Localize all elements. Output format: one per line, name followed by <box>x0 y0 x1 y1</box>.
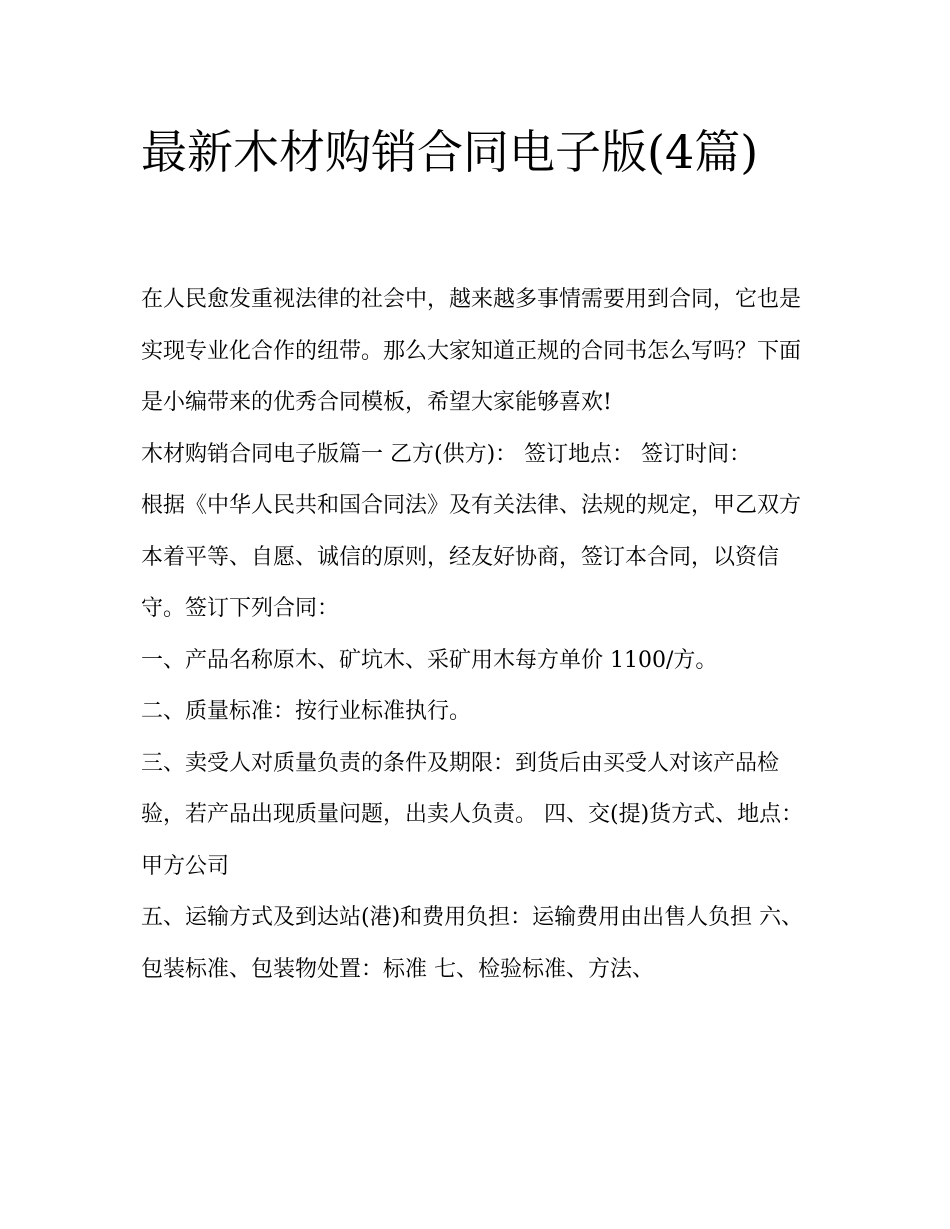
paragraph-clause-3-4: 三、卖受人对质量负责的条件及期限：到货后由买受人对该产品检验，若产品出现质量问题，出卖人负责。 四、交(提)货方式、地点：甲方公司 <box>141 750 804 879</box>
document-title: 最新木材购销合同电子版(4篇) <box>141 125 759 179</box>
paragraph-legal-basis: 根据《中华人民共和国合同法》及有关法律、法规的规定，甲乙双方本着平等、自愿、诚信的原则，经友好协商，签订本合同，以资信守。签订下列合同： <box>141 493 802 621</box>
paragraph-clause-1: 一、产品名称原木、矿坑木、采矿用木每方单价 1100/方。 <box>141 647 718 673</box>
paragraph-clause-2: 二、质量标准：按行业标准执行。 <box>141 699 472 724</box>
paragraph-contract-header: 木材购销合同电子版篇一 乙方(供方)： 签订地点： 签订时间： <box>141 441 752 467</box>
paragraph-clause-5-7: 五、运输方式及到达站(港)和费用负担：运输费用由出售人负担 六、包装标准、包装物处置：标准 七、检验标准、方法、 <box>141 905 804 982</box>
paragraph-intro: 在人民愈发重视法律的社会中，越来越多事情需要用到合同，它也是实现专业化合作的纽带。那么大家知道正规的合同书怎么写吗？下面是小编带来的优秀合同模板，希望大家能够喜欢! <box>141 287 802 415</box>
document-body <box>141 274 813 995</box>
